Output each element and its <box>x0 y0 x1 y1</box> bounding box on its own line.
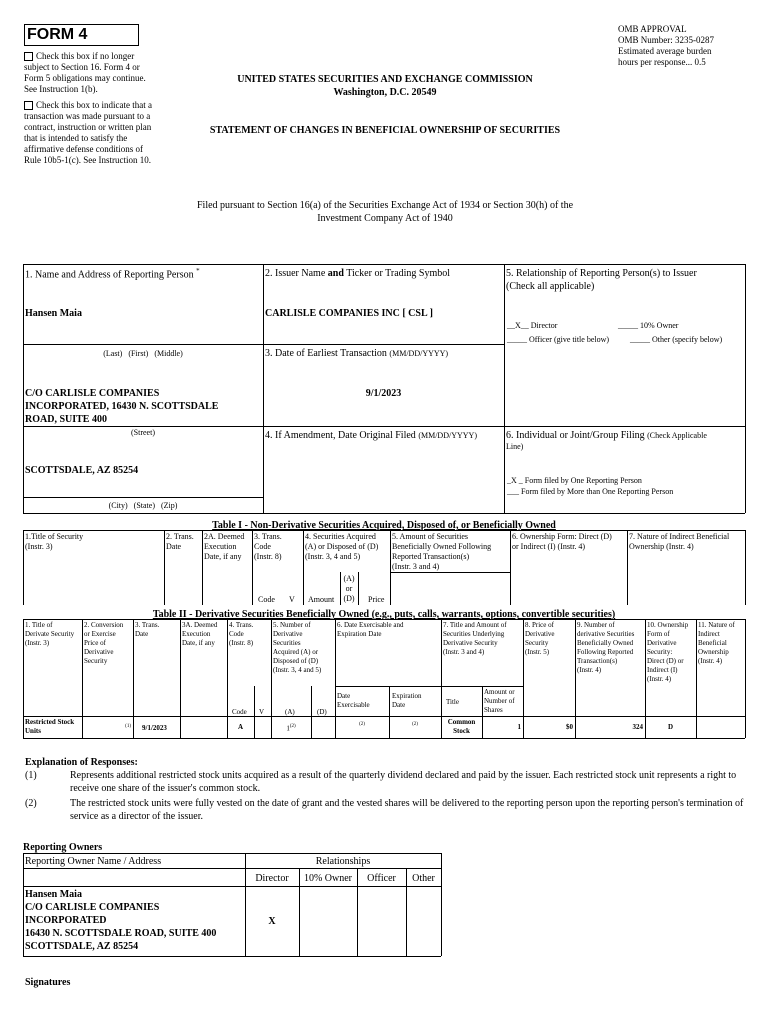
t2-col-deemed: 3A. Deemed Execution Date, if any <box>182 621 218 647</box>
owners-heading: Reporting Owners <box>23 842 103 853</box>
explanation-num-2: (2) <box>25 798 37 809</box>
t2-row-date-ex: (2) <box>359 722 365 727</box>
box6-label-line2: Line) <box>506 442 524 451</box>
box1-label-text: 1. Name and Address of Reporting Person <box>25 269 194 281</box>
t2-sub-d: (D) <box>317 708 327 716</box>
name-parts-label: (Last) (First) (Middle) <box>103 349 183 358</box>
box2-label <box>265 267 450 280</box>
street-line2: INCORPORATED, 16430 N. SCOTTSDALE <box>25 401 219 412</box>
t1-sub-amount: Amount <box>308 595 335 604</box>
t1-sub-code: Code <box>258 595 275 604</box>
relationship-officer: _____ Officer (give title below) <box>507 335 610 344</box>
box5-label-line2: (Check all applicable) <box>506 281 595 292</box>
owner-line: 16430 N. SCOTTSDALE ROAD, SUITE 400 <box>25 928 217 939</box>
checkbox-10b5-1[interactable] <box>24 100 152 166</box>
t2-sub-title: Title <box>446 698 459 706</box>
explanation-num-1: (1) <box>25 770 37 781</box>
owners-col-name: Reporting Owner Name / Address <box>25 856 162 867</box>
checkbox1-text: Check this box if no longer subject to Section 16. Form 4 or Form 5 obligations may continue. See Instruction 1(b). <box>24 51 146 94</box>
owners-col-relationships: Relationships <box>315 856 371 867</box>
t2-row-a <box>271 722 311 733</box>
earliest-transaction-date: 9/1/2023 <box>365 388 402 399</box>
issuer-name: CARLISLE COMPANIES INC [ CSL ] <box>265 308 433 319</box>
box6-label-text: 6. Individual or Joint/Group Filing <box>506 430 645 441</box>
t2-row-exp: (2) <box>412 722 418 727</box>
omb-line2: OMB Number: 3235-0287 <box>618 35 714 45</box>
t1-col-nature: 7. Nature of Indirect Beneficial Ownership (Instr. 4) <box>629 532 730 551</box>
table1-title: Table I - Non-Derivative Securities Acquired, Disposed of, or Beneficially Owned <box>212 520 556 531</box>
t2-sub-exp: Expiration Date <box>392 692 422 709</box>
omb-line1: OMB APPROVAL <box>618 24 687 34</box>
box3-label-text: 3. Date of Earliest Transaction <box>265 348 387 359</box>
t2-row-owned: 324 <box>632 723 643 731</box>
t2-sub-code: Code <box>232 708 247 716</box>
checkbox-icon[interactable] <box>24 52 33 61</box>
checkbox2-text: Check this box to indicate that a transaction was made pursuant to a contract, instruction or written plan that is intended to satisfy the affirmative defense conditions of Rule 10b5-1(c). See Instruction 10. <box>24 100 152 165</box>
box2-label-pre: 2. Issuer Name <box>265 268 328 279</box>
owners-col-officer: Officer <box>367 873 396 884</box>
t1-col-amount: 5. Amount of Securities Beneficially Owned Following Reported Transaction(s) (Instr. 3 and 4) <box>392 532 492 571</box>
t2-sub-v: V <box>259 708 265 716</box>
box6-label <box>506 429 744 452</box>
owners-col-director: Director <box>255 873 289 884</box>
owner-line: Hansen Maia <box>25 889 82 900</box>
owner-name-address <box>25 888 216 953</box>
checkbox-icon[interactable] <box>24 101 33 110</box>
t1-sub-v: V <box>289 595 295 604</box>
t2-col-code: 4. Trans. Code (Instr. 8) <box>229 621 254 647</box>
t2-col-title: 1. Title of Derivate Security (Instr. 3) <box>25 621 75 647</box>
owners-col-ten: 10% Owner <box>303 873 353 884</box>
box1-label <box>25 267 200 281</box>
t2-row-title: Common Stock <box>447 718 476 735</box>
t1-sub-aord: (A) or (D) <box>343 574 355 603</box>
city-label: (City) (State) (Zip) <box>108 501 178 510</box>
box2-label-and: and <box>327 268 344 279</box>
t2-row-date: 9/1/2023 <box>142 724 167 732</box>
box4-label <box>265 429 477 442</box>
t2-col-nature: 11. Nature of Indirect Beneficial Ownership (Instr. 4) <box>698 621 735 665</box>
t2-col-number: 5. Number of Derivative Securities Acquired (A) or Disposed of (D) (Instr. 3, 4 and 5) <box>273 621 322 674</box>
t1-col-date: 2. Trans. Date <box>166 532 194 551</box>
t1-col-code: 3. Trans. Code (Instr. 8) <box>254 532 282 561</box>
filed-pursuant-line2: Investment Company Act of 1940 <box>317 213 453 224</box>
box1-label-mark: * <box>196 267 200 275</box>
owner-director-mark: X <box>268 916 276 927</box>
reporting-person-name: Hansen Maia <box>25 308 82 319</box>
street-line1: C/O CARLISLE COMPANIES <box>25 388 160 399</box>
filing-one-person: _X _ Form filed by One Reporting Person <box>507 476 642 485</box>
t2-col-form: 10. Ownership Form of Derivative Security: Direct (D) or Indirect (I) (Instr. 4) <box>647 621 689 683</box>
checkbox-no-longer-subject[interactable] <box>24 51 152 95</box>
t2-row-amount: 1 <box>517 723 521 731</box>
box4-label-text: 4. If Amendment, Date Original Filed <box>265 430 416 441</box>
form-title-box <box>24 24 139 46</box>
explanation-text-2: The restricted stock units were fully vested on the date of grant and the vested shares will be delivered to the reporting person upon the reporting person's termination of service as a director of the issuer. <box>70 798 744 822</box>
relationship-ten-pct: _____ 10% Owner <box>618 321 679 330</box>
omb-line4: hours per response... 0.5 <box>618 57 706 67</box>
statement-title: STATEMENT OF CHANGES IN BENEFICIAL OWNERSHIP OF SECURITIES <box>209 125 561 136</box>
t2-sub-date-ex: Date Exercisable <box>337 692 370 709</box>
box6-label-note: (Check Applicable <box>647 431 707 440</box>
box3-label <box>265 347 448 360</box>
explanation-text-1: Represents additional restricted stock units acquired as a result of the quarterly dividend declared and paid by the issuer. Each restricted stock unit represents a right to receive one share of the issuer's common stock. <box>70 770 737 794</box>
city-state-zip: SCOTTSDALE, AZ 85254 <box>25 465 139 476</box>
t1-col-deemed: 2A. Deemed Execution Date, if any <box>204 532 245 561</box>
t2-col-price: 8. Price of Derivative Security (Instr. 5) <box>525 621 555 656</box>
t1-col-ownership: 6. Ownership Form: Direct (D) or Indirect (I) (Instr. 4) <box>512 532 612 551</box>
signatures-heading: Signatures <box>25 977 71 988</box>
street-line3: ROAD, SUITE 400 <box>25 414 107 425</box>
omb-approval <box>618 24 758 68</box>
filing-more-persons: ___ Form filed by More than One Reporting Person <box>507 487 674 496</box>
t2-row-a-value: 1 <box>286 724 290 733</box>
t2-sub-a: (A) <box>285 708 295 716</box>
t2-row-security: Restricted Stock Units <box>25 718 75 735</box>
omb-line3: Estimated average burden <box>618 46 712 56</box>
street-address <box>25 387 261 426</box>
t2-sub-amount: Amount or Number of Shares <box>484 688 515 714</box>
relationship-director: __X__ Director <box>507 321 558 330</box>
owner-line: SCOTTSDALE, AZ 85254 <box>25 941 139 952</box>
t2-row-conversion-note: (1) <box>125 724 131 729</box>
t2-col-owned: 9. Number of derivative Securities Beneficially Owned Following Reported Transaction(s) (Instr. 4) <box>577 621 635 674</box>
owner-line: INCORPORATED <box>25 915 107 926</box>
box5-label-line1: 5. Relationship of Reporting Person(s) to Issuer <box>506 268 697 279</box>
t2-row-code: A <box>237 723 244 731</box>
box4-label-fmt: (MM/DD/YYYY) <box>418 431 477 440</box>
street-label: (Street) <box>131 428 155 437</box>
box2-label-post: Ticker or Trading Symbol <box>343 268 451 279</box>
box3-label-fmt: (MM/DD/YYYY) <box>389 349 449 358</box>
t2-col-exercisable: 6. Date Exercisable and Expiration Date <box>337 621 404 638</box>
agency-location: Washington, D.C. 20549 <box>333 87 437 98</box>
filed-pursuant-line1: Filed pursuant to Section 16(a) of the Securities Exchange Act of 1934 or Section 30(h) of the <box>196 200 574 211</box>
t1-sub-price: Price <box>368 595 385 604</box>
explanation-heading: Explanation of Responses: <box>25 757 138 768</box>
form-title: FORM 4 <box>27 26 88 43</box>
relationship-other: _____ Other (specify below) <box>630 335 723 344</box>
t1-col-title: 1.Title of Security (Instr. 3) <box>25 532 84 551</box>
t2-col-conversion: 2. Conversion or Exercise Price of Derivative Security <box>84 621 124 665</box>
t1-col-acquired: 4. Securities Acquired (A) or Disposed of (D) (Instr. 3, 4 and 5) <box>305 532 379 561</box>
table2-title: Table II - Derivative Securities Beneficially Owned (e.g., puts, calls, warrants, options, convertible securities) <box>152 609 616 620</box>
t2-row-conversion <box>84 722 131 733</box>
t2-col-underlying: 7. Title and Amount of Securities Underlying Derivative Security (Instr. 3 and 4) <box>443 621 507 656</box>
t2-row-a-note: (2) <box>289 724 296 729</box>
owner-line: C/O CARLISLE COMPANIES <box>25 902 160 913</box>
agency-name: UNITED STATES SECURITIES AND EXCHANGE COMMISSION <box>237 74 533 85</box>
box5-label <box>506 267 744 293</box>
t2-row-price: $0 <box>566 723 573 731</box>
t2-row-form: D <box>667 723 674 731</box>
owners-col-other: Other <box>412 873 435 884</box>
t2-col-date: 3. Trans. Date <box>135 621 160 638</box>
